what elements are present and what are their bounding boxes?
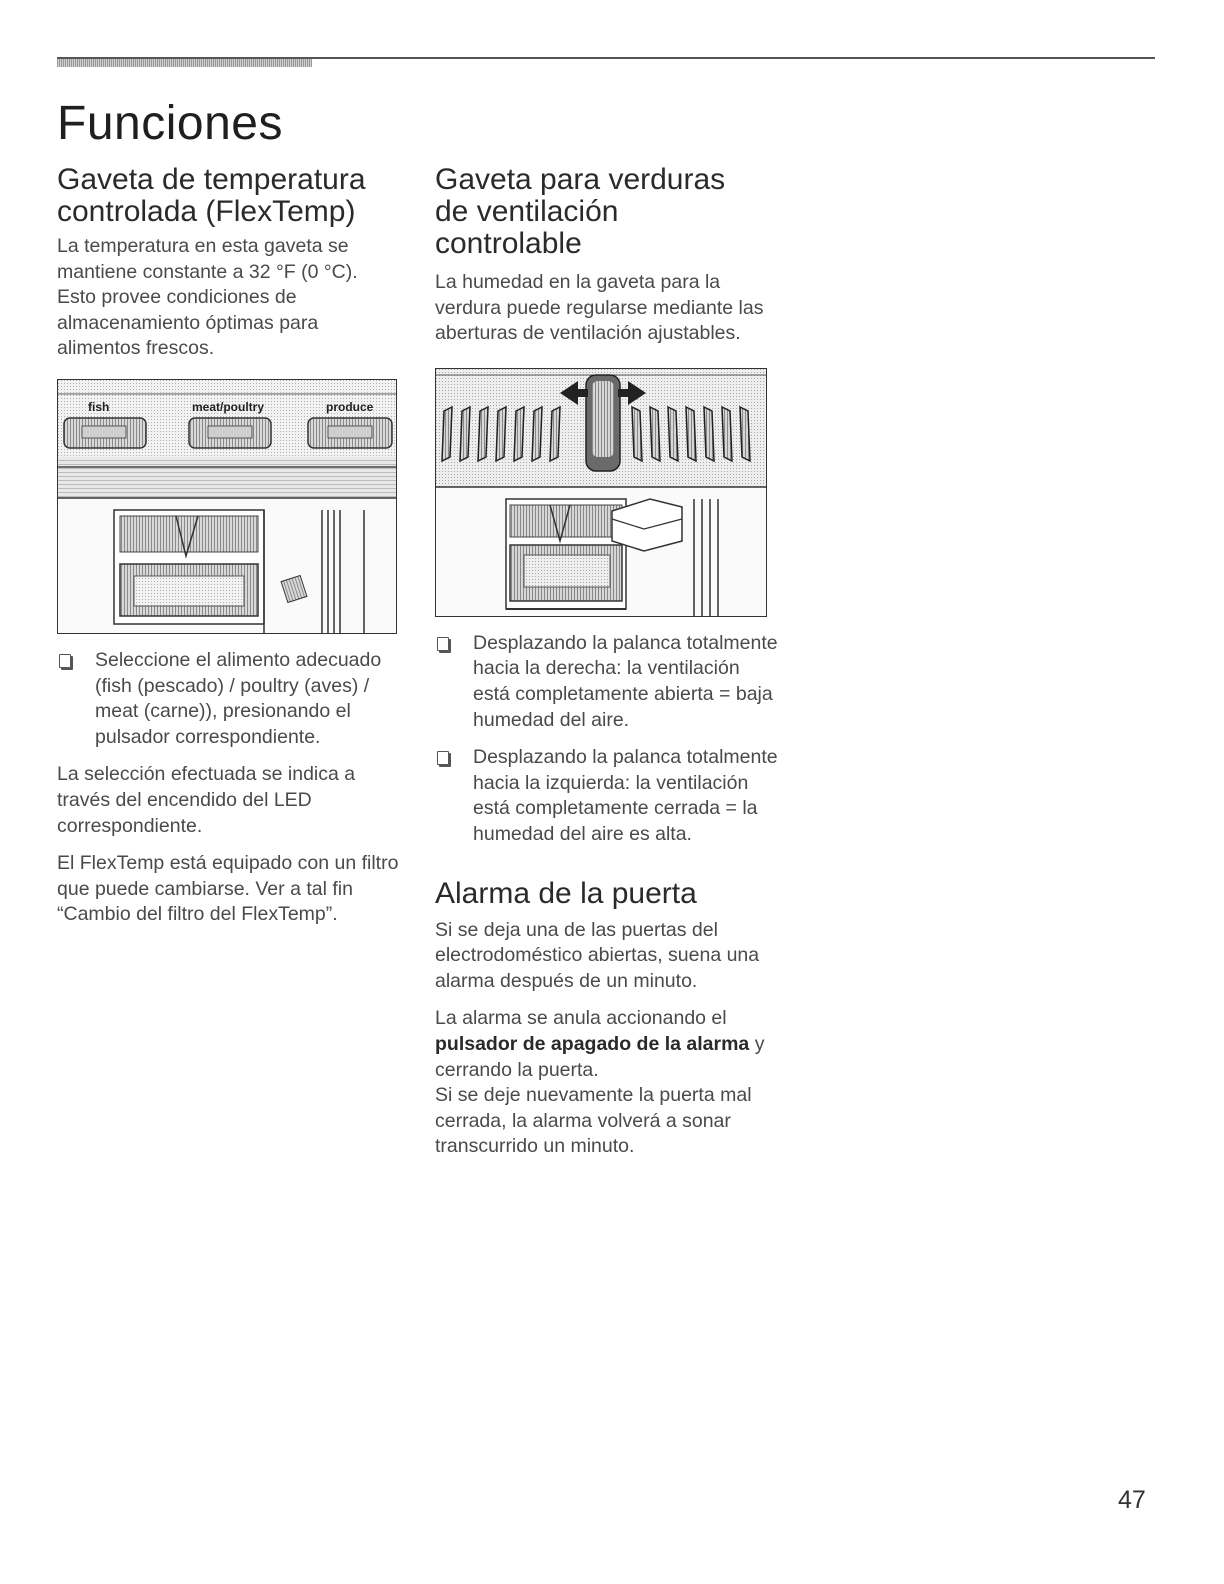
alarm-heading: Alarma de la puerta [435, 876, 697, 910]
list-item-text: Desplazando la palanca totalmente hacia la derecha: la ventilación está completamente abierta = baja humedad del aire. [473, 631, 778, 731]
checkbox-bullet-icon [437, 637, 449, 651]
flextemp-heading [57, 164, 402, 228]
list-item [57, 648, 402, 750]
list-item [435, 745, 780, 847]
alarm-para-3: Si se deje nuevamente la puerta mal cerrada, la alarma volverá a sonar transcurrido un minuto. [435, 1084, 752, 1158]
flextemp-heading-line2: controlada (FlexTemp) [57, 195, 356, 228]
alarm-off-button-reference: pulsador de apagado de la alarma [435, 1032, 750, 1055]
crisper-drawing [436, 369, 766, 616]
alarm-para-1: Si se deja una de las puertas del electrodoméstico abiertas, suena una alarma después de un minuto. [435, 918, 760, 992]
flextemp-intro: La temperatura en esta gaveta se mantiene constante a 32 °F (0 °C). Esto provee condiciones de almacenamiento óptimas para alimentos frescos. [57, 235, 358, 360]
checkbox-bullet-icon [437, 751, 449, 765]
crisper-heading-line1: Gaveta para verduras [435, 163, 726, 196]
flextemp-drawing [58, 380, 396, 633]
flextemp-heading-line1: Gaveta de temperatura [57, 163, 366, 196]
alarm-para-2-pre: La alarma se anula accionando el [435, 1007, 727, 1030]
flextemp-bullet-list [57, 648, 402, 750]
checkbox-bullet-icon [59, 654, 71, 668]
flextemp-para-led: La selección efectuada se indica a través del encendido del LED correspondiente. [57, 763, 356, 837]
list-item-text: Seleccione el alimento adecuado (fish (pescado) / poultry (aves) / meat (carne)), presionando el pulsador correspondiente. [95, 648, 382, 748]
flextemp-para-filter: El FlexTemp está equipado con un filtro que puede cambiarse. Ver a tal fin “Cambio del filtro del FlexTemp”. [57, 852, 399, 926]
crisper-bullet-list [435, 631, 780, 848]
flextemp-illustration [57, 379, 397, 634]
crisper-heading [435, 164, 780, 260]
crisper-heading-line2: de ventilación [435, 195, 619, 228]
figure-label-fish: fish [88, 399, 110, 414]
page-title: Funciones [57, 97, 283, 150]
figure-label-produce: produce [326, 399, 374, 414]
figure-label-meat-poultry: meat/poultry [192, 399, 265, 414]
crisper-heading-line3: controlable [435, 227, 582, 260]
alarm-para-2 [435, 1006, 780, 1083]
list-item-text: Desplazando la palanca totalmente hacia la izquierda: la ventilación está completamente cerrada = la humedad del aire es alta. [473, 746, 778, 845]
crisper-intro: La humedad en la gaveta para la verdura puede regularse mediante las aberturas de ventilación ajustables. [435, 271, 764, 345]
list-item [435, 631, 780, 733]
page-number: 47 [1118, 1486, 1146, 1514]
crisper-illustration [435, 368, 767, 617]
crisper-section [435, 164, 780, 1160]
header-rule [57, 57, 1155, 59]
flextemp-section [57, 164, 402, 928]
alarm-para-2-post: y cerrando la puerta. [435, 1032, 765, 1081]
